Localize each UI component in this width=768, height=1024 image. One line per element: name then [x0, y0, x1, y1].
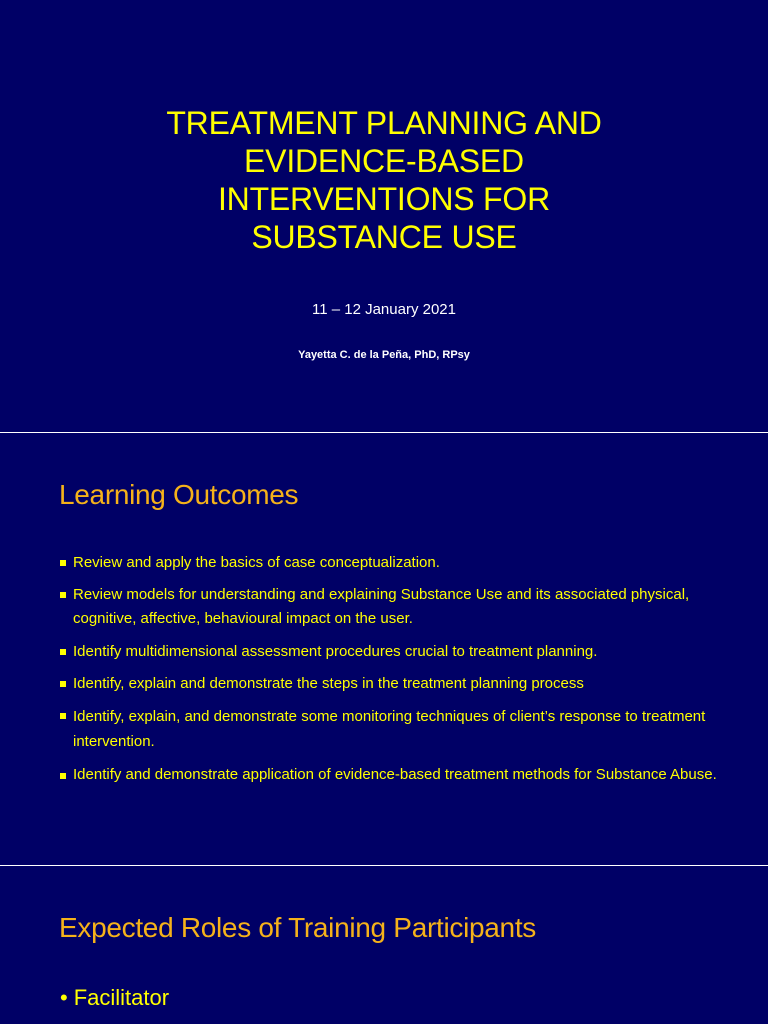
outcome-text: Identify and demonstrate application of evidence-based treatment methods for Substance Abuse. — [73, 766, 717, 783]
title-slide — [0, 0, 768, 432]
expected-roles-slide — [0, 866, 768, 1024]
outcome-text: Review models for understanding and explaining Substance Use and its associated physical, cognitive, affective, behavioural impact on the user. — [73, 586, 690, 627]
learning-outcomes-slide — [0, 433, 768, 865]
presentation-title — [0, 104, 768, 256]
square-bullet-icon — [60, 592, 66, 598]
list-item — [60, 640, 740, 664]
list-item — [60, 980, 169, 1016]
square-bullet-icon — [60, 681, 66, 687]
title-line: TREATMENT PLANNING AND — [166, 105, 602, 141]
square-bullet-icon — [60, 560, 66, 566]
square-bullet-icon — [60, 649, 66, 655]
round-bullet-icon: • — [60, 985, 68, 1010]
list-item — [60, 672, 740, 696]
outcome-text: Identify multidimensional assessment procedures crucial to treatment planning. — [73, 643, 598, 660]
outcome-text: Review and apply the basics of case conceptualization. — [73, 554, 440, 571]
slide-heading: Learning Outcomes — [59, 479, 299, 510]
square-bullet-icon — [60, 773, 66, 779]
roles-list — [60, 980, 169, 1016]
outcomes-list — [60, 551, 740, 786]
title-line: INTERVENTIONS FOR — [217, 181, 551, 217]
slide-heading: Expected Roles of Training Participants — [59, 912, 537, 943]
outcome-text: Identify, explain and demonstrate the steps in the treatment planning process — [73, 675, 584, 692]
role-text: Facilitator — [73, 985, 170, 1010]
list-item — [60, 764, 740, 786]
title-line: SUBSTANCE USE — [251, 219, 517, 255]
list-item — [60, 583, 740, 631]
presenter-name: Yayetta C. de la Peña, PhD, RPsy — [298, 349, 470, 361]
presentation-date: 11 – 12 January 2021 — [311, 301, 456, 318]
list-item — [60, 551, 740, 575]
list-item — [60, 704, 740, 754]
outcome-text: Identify, explain, and demonstrate some monitoring techniques of client’s response to treatment intervention. — [73, 708, 706, 750]
square-bullet-icon — [60, 713, 66, 719]
title-line: EVIDENCE-BASED — [244, 143, 524, 179]
